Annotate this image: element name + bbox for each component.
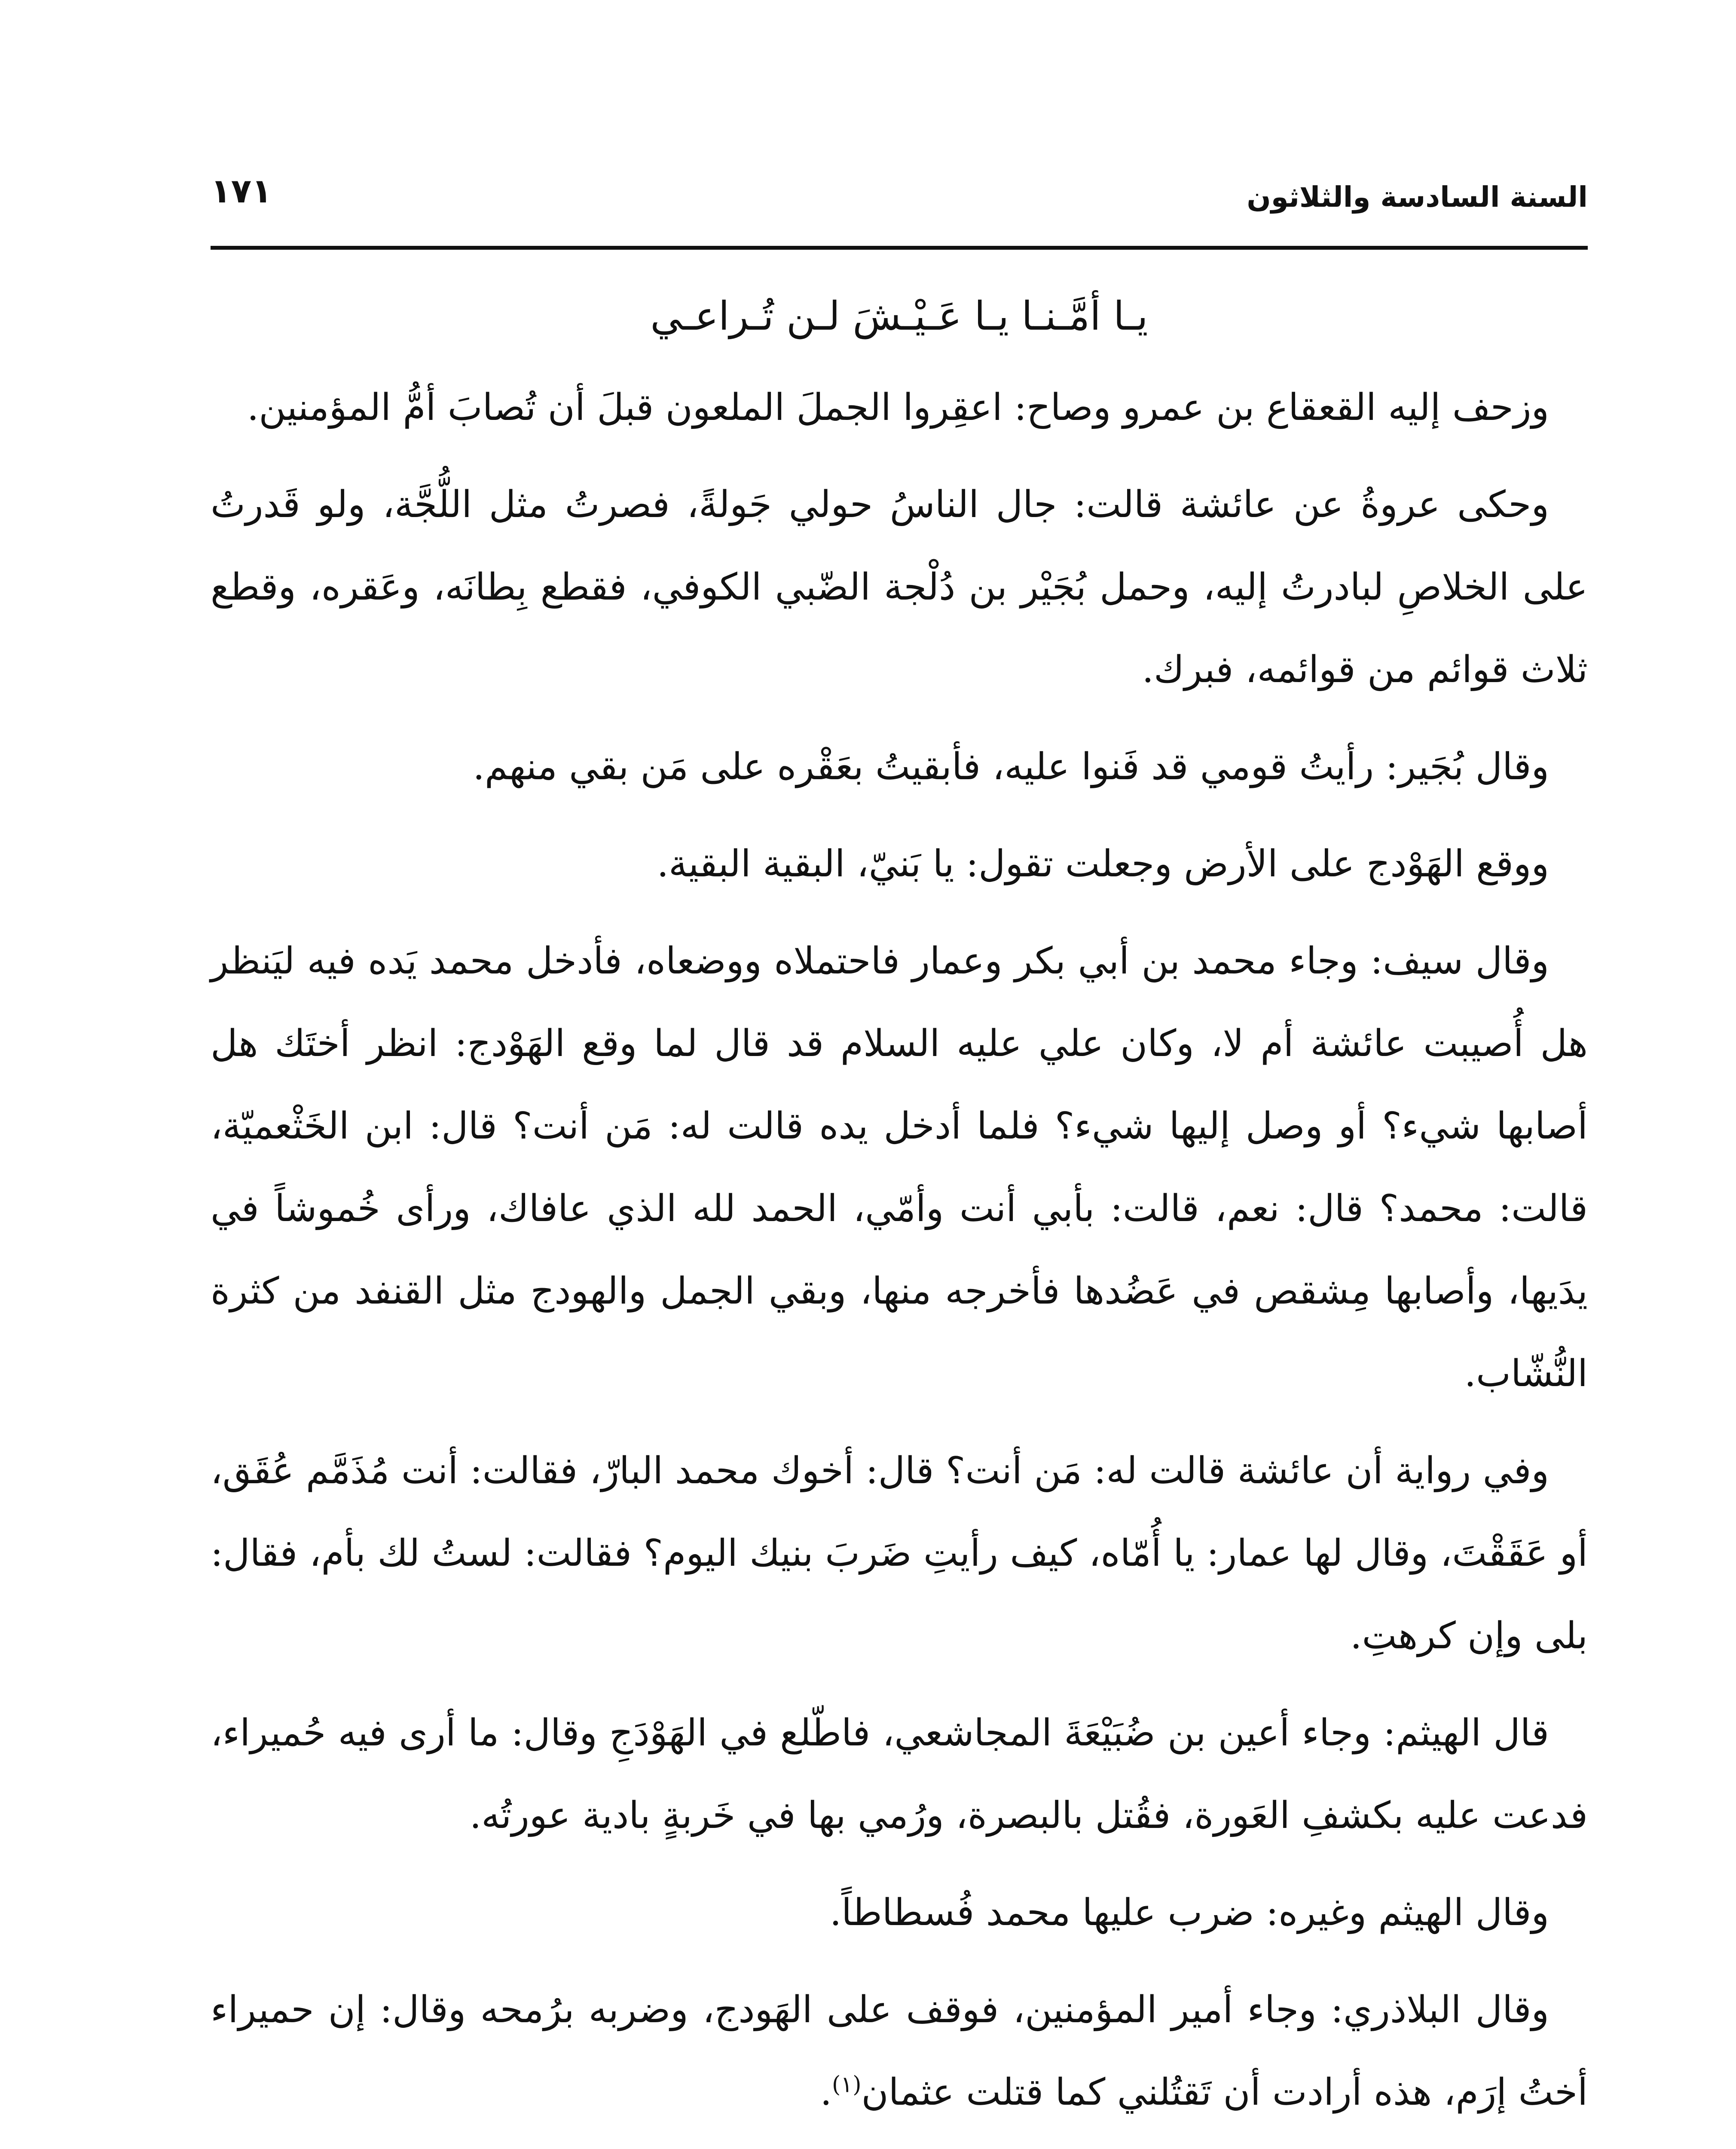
page-header: [211, 155, 1588, 241]
paragraph: ووقع الهَوْدج على الأرض وجعلت تقول: يا بَنيّ، البقية البقية.: [657, 842, 1549, 885]
running-title: السنة السادسة والثلاثون: [1247, 181, 1588, 214]
footnote-reference[interactable]: (١): [831, 2072, 862, 2098]
main-text: [211, 275, 1588, 2148]
page-number: ١٧١: [211, 172, 272, 211]
paragraph: وقال الهيثم وغيره: ضرب عليها محمد فُسطاطاً.: [829, 1891, 1549, 1934]
paragraph: وفي رواية أن عائشة قالت له: مَن أنت؟ قال: أخوك محمد البارّ، فقالت: أنت مُذَمَّم عُقَق، أو عَقَقْتَ، وقال لها عمار: يا أُمّاه، كيف رأيتِ ضَربَ بنيك اليوم؟ فقالت: لستُ لك بأم، فقال: بلى وإن كرهتِ.: [211, 1449, 1588, 1657]
paragraph: قال الهيثم: وجاء أعين بن ضُبَيْعَةَ المجاشعي، فاطّلع في الهَوْدَجِ وقال: ما أرى فيه حُميراء، فدعت عليه بكشفِ العَورة، فقُتل بالبصرة، ورُمي بها في خَربةٍ بادية عورتُه.: [211, 1711, 1588, 1837]
paragraph: وحكى عروةُ عن عائشة قالت: جال الناسُ حولي جَولةً، فصرتُ مثل اللُّجَّة، ولو قَدرتُ على الخلاصِ لبادرتُ إليه، وحمل بُجَيْر بن دُلْجة الضّبي الكوفي، فقطع بِطانَه، وعَقره، وقطع ثلاث قوائم من قوائمه، فبرك.: [211, 483, 1588, 691]
paragraph: وزحف إليه القعقاع بن عمرو وصاح: اعقِروا الجملَ الملعون قبلَ أن تُصابَ أمُّ المؤمنين.: [247, 386, 1549, 429]
paragraph-with-footnote: [211, 1968, 1588, 2134]
paragraph: وقال بُجَير: رأيتُ قومي قد فَنوا عليه، فأبقيتُ بعَقْره على مَن بقي منهم.: [473, 745, 1549, 788]
paragraph-text: وقال البلاذري: وجاء أمير المؤمنين، فوقف على الهَودج، وضربه برُمحه وقال: إن حميراء أختُ إرَم، هذه أرادت أن تَقتُلني كما قتلت عثمان: [211, 1988, 1588, 2114]
poetry-verse: يـا أمَّـنـا يـا عَـيْـشَ لـن تُـراعـي: [650, 293, 1148, 339]
paragraph: وقال سيف: وجاء محمد بن أبي بكر وعمار فاحتملاه ووضعاه، فأدخل محمد يَده فيه ليَنظر هل أُصيبت عائشة أم لا، وكان علي عليه السلام قد قال لما وقع الهَوْدج: انظر أختَك هل أصابها شيء؟ أو وصل إليها شيء؟ فلما أدخل يده قالت له: مَن أنت؟ قال: ابن الخَثْعميّة، قالت: محمد؟ قال: نعم، قالت: بأبي أنت وأمّي، الحمد لله الذي عافاك، ورأى خُموشاً في يدَيها، وأصابها مِشقص في عَضُدها فأخرجه منها، وبقي الجمل والهودج مثل القنفد من كثرة النُّشّاب.: [211, 940, 1588, 1395]
paragraph-end: .: [820, 2071, 832, 2114]
header-rule: [211, 246, 1588, 250]
